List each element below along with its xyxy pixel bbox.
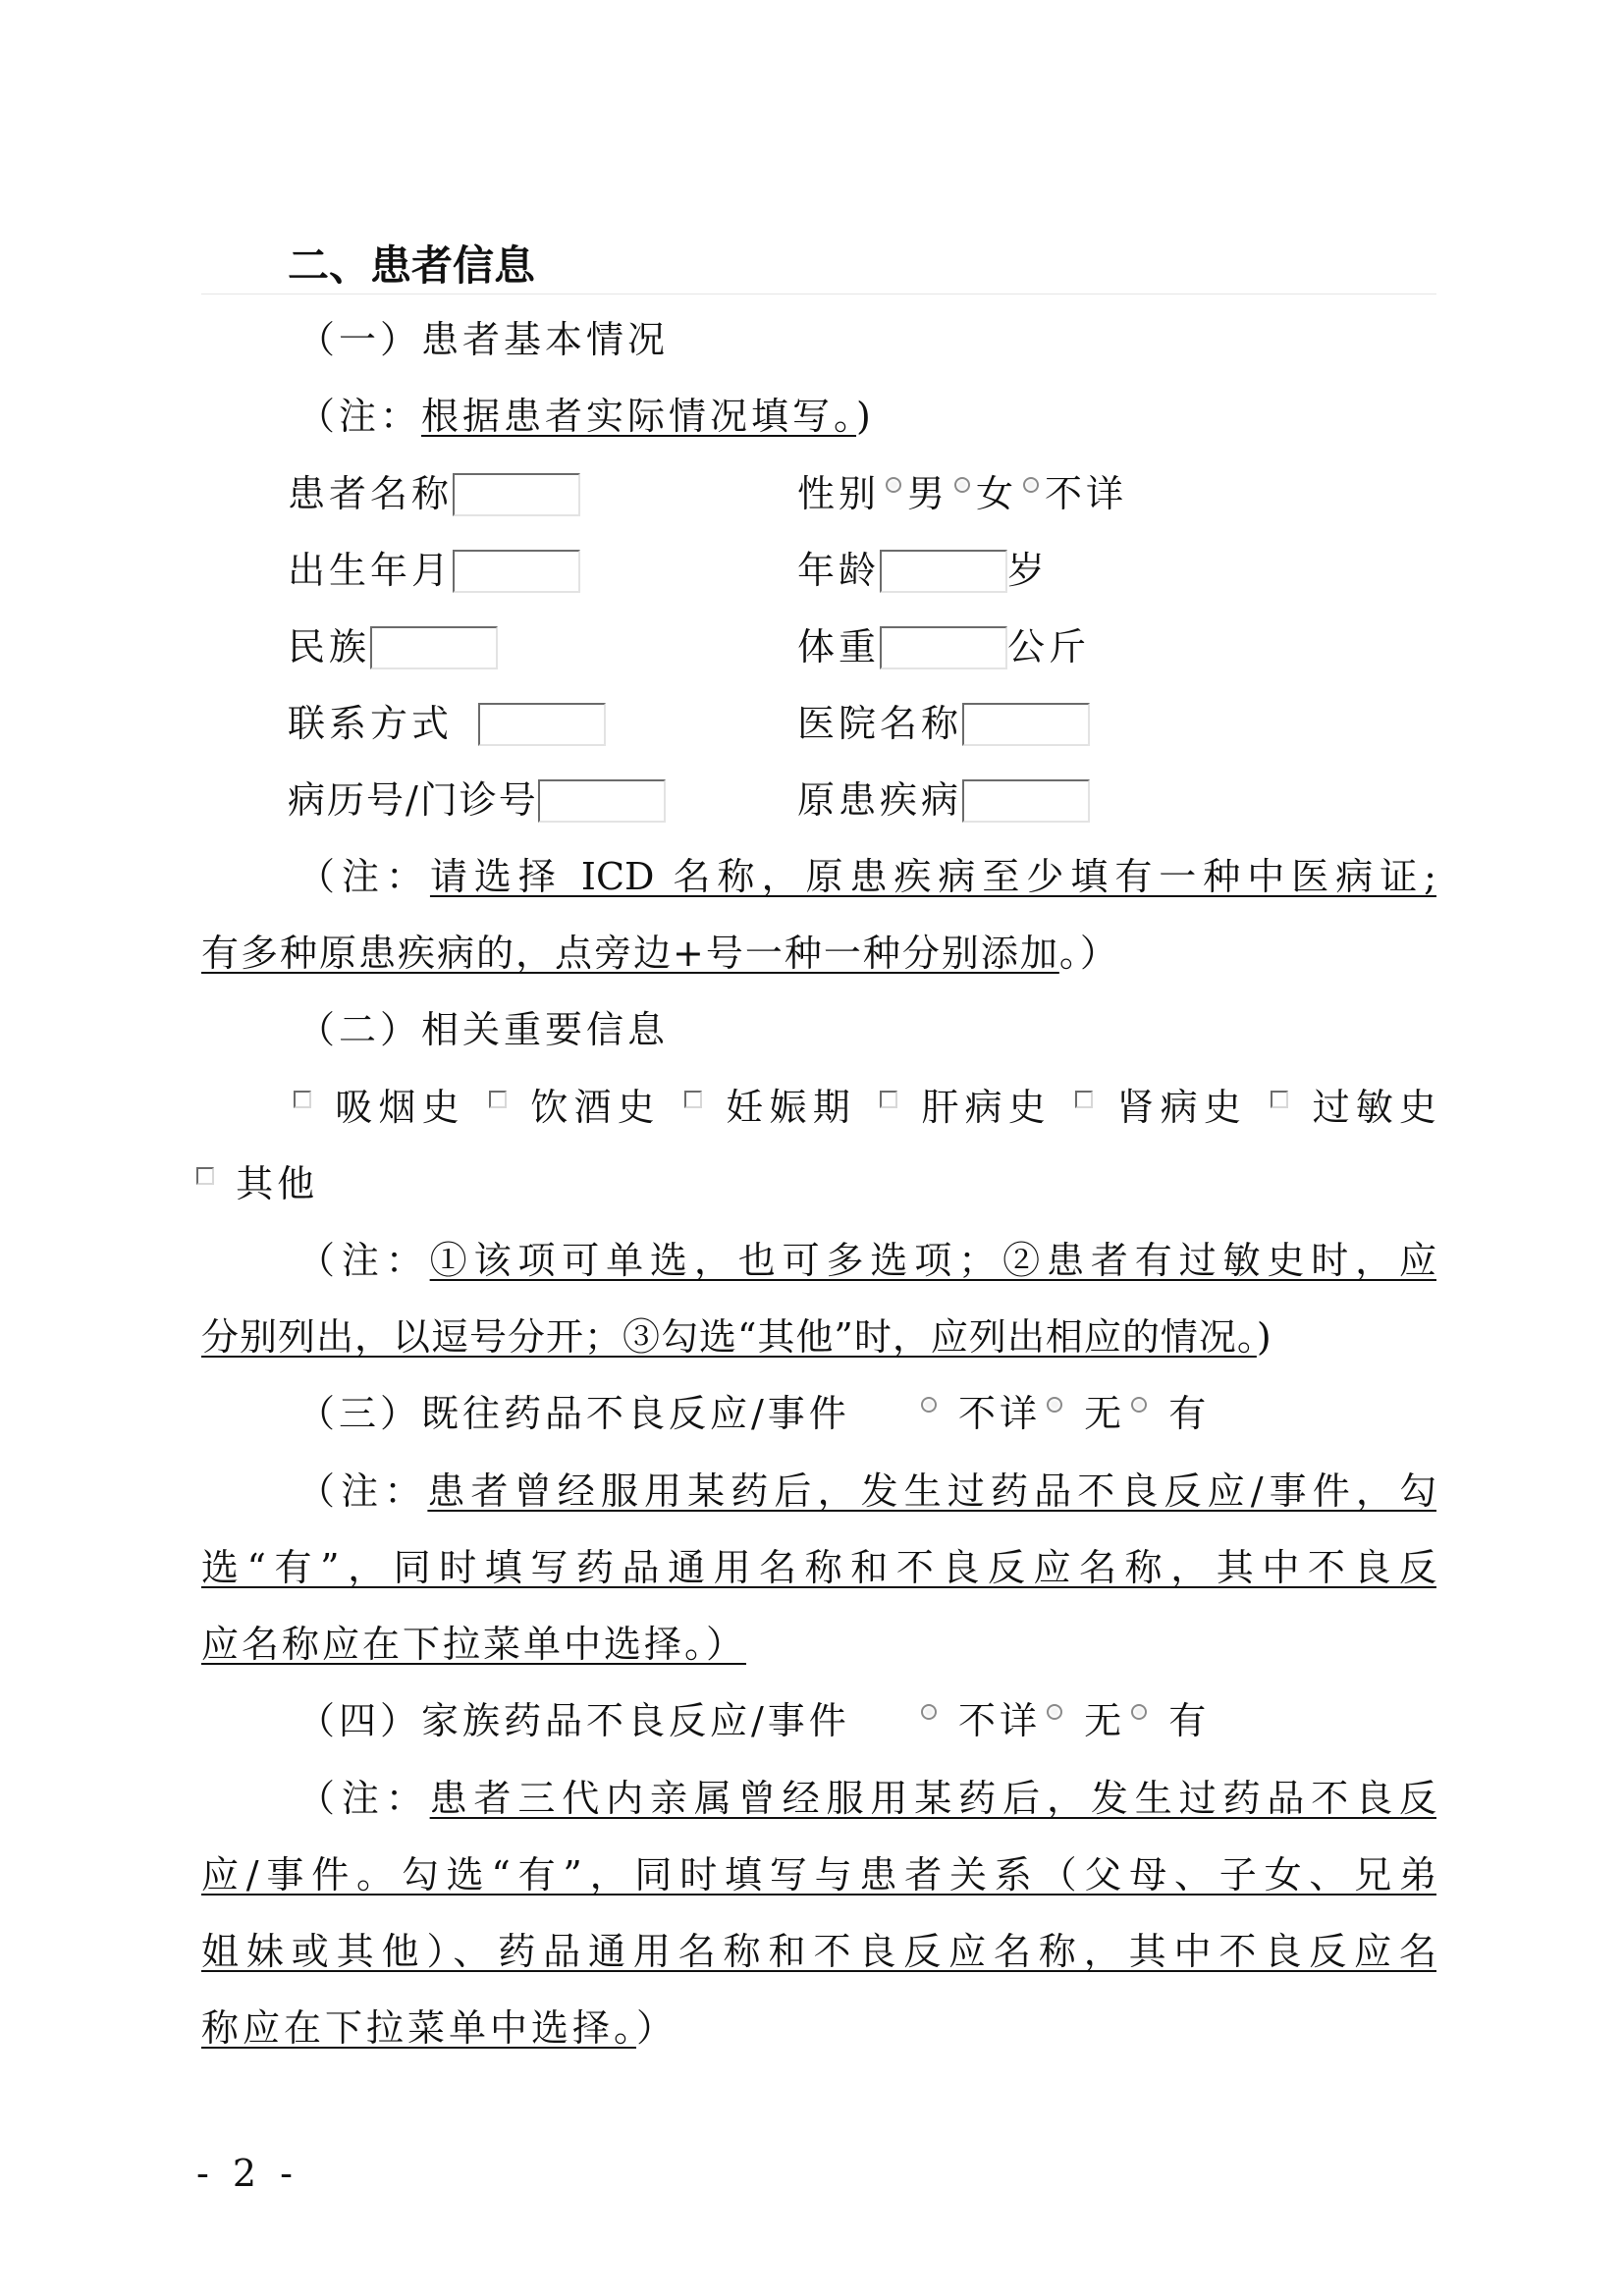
gender-female-radio[interactable] <box>954 477 970 493</box>
allergy-checkbox[interactable] <box>1271 1091 1288 1108</box>
gender-female-label: 女 <box>976 472 1018 515</box>
note-open: （注： <box>298 395 422 438</box>
patient-name-row <box>288 463 580 517</box>
record-label: 病历号/门诊号 <box>288 778 538 822</box>
opt-smoking <box>288 1086 465 1129</box>
s3-yes-label: 有 <box>1168 1392 1211 1435</box>
s3-yes-radio[interactable] <box>1131 1397 1147 1413</box>
icd-note-open: （注： <box>298 855 430 898</box>
disease-input[interactable] <box>962 779 1090 823</box>
drinking-label: 饮酒史 <box>530 1086 661 1129</box>
s2-note-close: ) <box>1256 1315 1272 1359</box>
pregnancy-label: 妊娠期 <box>726 1086 856 1129</box>
opt-other <box>196 1153 318 1207</box>
liver-checkbox[interactable] <box>880 1091 897 1108</box>
s4-note-text4: 称应在下拉菜单中选择。 <box>201 2006 637 2050</box>
s4-note-line1 <box>201 1768 1436 1822</box>
weight-input[interactable] <box>880 626 1007 669</box>
s4-yes-radio[interactable] <box>1131 1704 1147 1720</box>
hospital-label: 医院名称 <box>797 702 963 745</box>
gender-male-label: 男 <box>907 472 949 515</box>
record-input[interactable] <box>538 779 666 823</box>
allergy-label: 过敏史 <box>1312 1086 1436 1129</box>
page-number: - 2 - <box>196 2152 299 2195</box>
s2-note-open: （注： <box>298 1239 430 1282</box>
s4-note-text3: 姐妹或其他）、药品通用名称和不良反应名称，其中不良反应名 <box>201 1930 1436 1973</box>
birth-row <box>288 540 580 594</box>
section-title: 二、患者信息 <box>288 241 536 290</box>
gender-male-radio[interactable] <box>886 477 901 493</box>
age-row <box>797 540 1049 594</box>
pregnancy-checkbox[interactable] <box>684 1091 702 1108</box>
liver-label: 肝病史 <box>921 1086 1052 1129</box>
note-close: ) <box>856 395 875 438</box>
weight-label: 体重 <box>797 625 881 668</box>
s3-note-text2: 选“有”，同时填写药品通用名称和不良反应名称，其中不良反 <box>201 1546 1436 1589</box>
opt-pregnancy <box>678 1086 856 1129</box>
note-text: 根据患者实际情况填写。 <box>421 395 857 438</box>
ethnic-row <box>288 616 498 670</box>
birth-label: 出生年月 <box>288 549 454 592</box>
weight-unit: 公斤 <box>1007 625 1091 668</box>
hospital-row <box>797 693 1090 747</box>
gender-label: 性别 <box>797 472 881 515</box>
s2-note-line1 <box>201 1230 1436 1284</box>
s3-heading-row <box>298 1383 1210 1437</box>
disease-label: 原患疾病 <box>797 778 963 822</box>
age-unit: 岁 <box>1007 549 1050 592</box>
s2-heading: （二）相关重要信息 <box>298 1008 670 1051</box>
s3-note-line2 <box>201 1537 1436 1591</box>
s3-note-text1: 患者曾经服用某药后，发生过药品不良反应/事件，勾 <box>427 1469 1436 1513</box>
s3-note-line1 <box>201 1461 1436 1515</box>
other-checkbox[interactable] <box>196 1167 214 1185</box>
ethnic-label: 民族 <box>288 625 371 668</box>
s3-no-label: 无 <box>1084 1392 1126 1435</box>
s4-note-line3 <box>201 1921 1436 1975</box>
s4-heading: （四）家族药品不良反应/事件 <box>298 1699 850 1742</box>
s4-note-text2: 应/事件。勾选“有”，同时填写与患者关系（父母、子女、兄弟 <box>201 1853 1436 1896</box>
disease-row <box>797 770 1090 824</box>
s4-no-label: 无 <box>1084 1699 1126 1742</box>
record-row <box>288 770 666 824</box>
icd-note-text2: 有多种原患疾病的，点旁边+号一种一种分别添加 <box>201 932 1059 975</box>
s4-unknown-label: 不详 <box>958 1699 1042 1742</box>
s4-no-radio[interactable] <box>1047 1704 1062 1720</box>
other-label: 其他 <box>236 1162 319 1205</box>
kidney-checkbox[interactable] <box>1075 1091 1093 1108</box>
hospital-input[interactable] <box>962 703 1090 746</box>
opt-drinking <box>483 1086 661 1129</box>
patient-name-input[interactable] <box>453 473 580 516</box>
s4-heading-row <box>298 1690 1210 1744</box>
gender-row <box>797 463 1127 517</box>
age-input[interactable] <box>880 550 1007 593</box>
smoking-label: 吸烟史 <box>335 1086 465 1129</box>
s4-note-close: ） <box>636 2006 678 2050</box>
s3-no-radio[interactable] <box>1047 1397 1062 1413</box>
icd-note-line1 <box>201 846 1436 900</box>
s2-options-row <box>201 1077 1436 1131</box>
birth-input[interactable] <box>453 550 580 593</box>
s3-heading: （三）既往药品不良反应/事件 <box>298 1392 850 1435</box>
s4-unknown-radio[interactable] <box>921 1704 937 1720</box>
s3-unknown-radio[interactable] <box>921 1397 937 1413</box>
icd-note-line2 <box>201 923 1436 977</box>
smoking-checkbox[interactable] <box>294 1091 311 1108</box>
drinking-checkbox[interactable] <box>489 1091 507 1108</box>
contact-row <box>288 693 606 747</box>
opt-allergy <box>1265 1086 1436 1129</box>
s4-yes-label: 有 <box>1168 1699 1211 1742</box>
s4-note-line4 <box>201 1998 1436 2052</box>
contact-input[interactable] <box>478 703 606 746</box>
opt-liver <box>874 1086 1052 1129</box>
patient-name-label: 患者名称 <box>288 472 454 515</box>
s4-note-line2 <box>201 1844 1436 1898</box>
icd-note-close: 。） <box>1058 932 1119 975</box>
gender-unknown-radio[interactable] <box>1023 477 1039 493</box>
kidney-label: 肾病史 <box>1116 1086 1248 1129</box>
s2-note-text2: 分别列出，以逗号分开；③勾选“其他”时，应列出相应的情况。 <box>201 1315 1257 1359</box>
icd-note-text1: 请选择 ICD 名称，原患疾病至少填有一种中医病证; <box>429 855 1436 898</box>
gender-unknown-label: 不详 <box>1045 472 1128 515</box>
weight-row <box>797 616 1090 670</box>
s3-note-text3: 应名称应在下拉菜单中选择。） <box>201 1623 747 1666</box>
s2-note-line2 <box>201 1307 1436 1361</box>
s3-unknown-label: 不详 <box>958 1392 1042 1435</box>
s1-heading: （一）患者基本情况 <box>298 318 670 361</box>
s2-note-text1: ①该项可单选，也可多选项；②患者有过敏史时，应 <box>429 1239 1436 1282</box>
s3-note-open: （注： <box>298 1469 428 1513</box>
s4-note-text1: 患者三代内亲属曾经服用某药后，发生过药品不良反 <box>429 1777 1436 1820</box>
opt-kidney <box>1069 1086 1247 1129</box>
s1-note <box>298 386 875 440</box>
ethnic-input[interactable] <box>370 626 498 669</box>
contact-label: 联系方式 <box>288 702 454 745</box>
s4-note-open: （注： <box>298 1777 430 1820</box>
age-label: 年龄 <box>797 549 881 592</box>
s3-note-line3 <box>201 1614 1436 1668</box>
